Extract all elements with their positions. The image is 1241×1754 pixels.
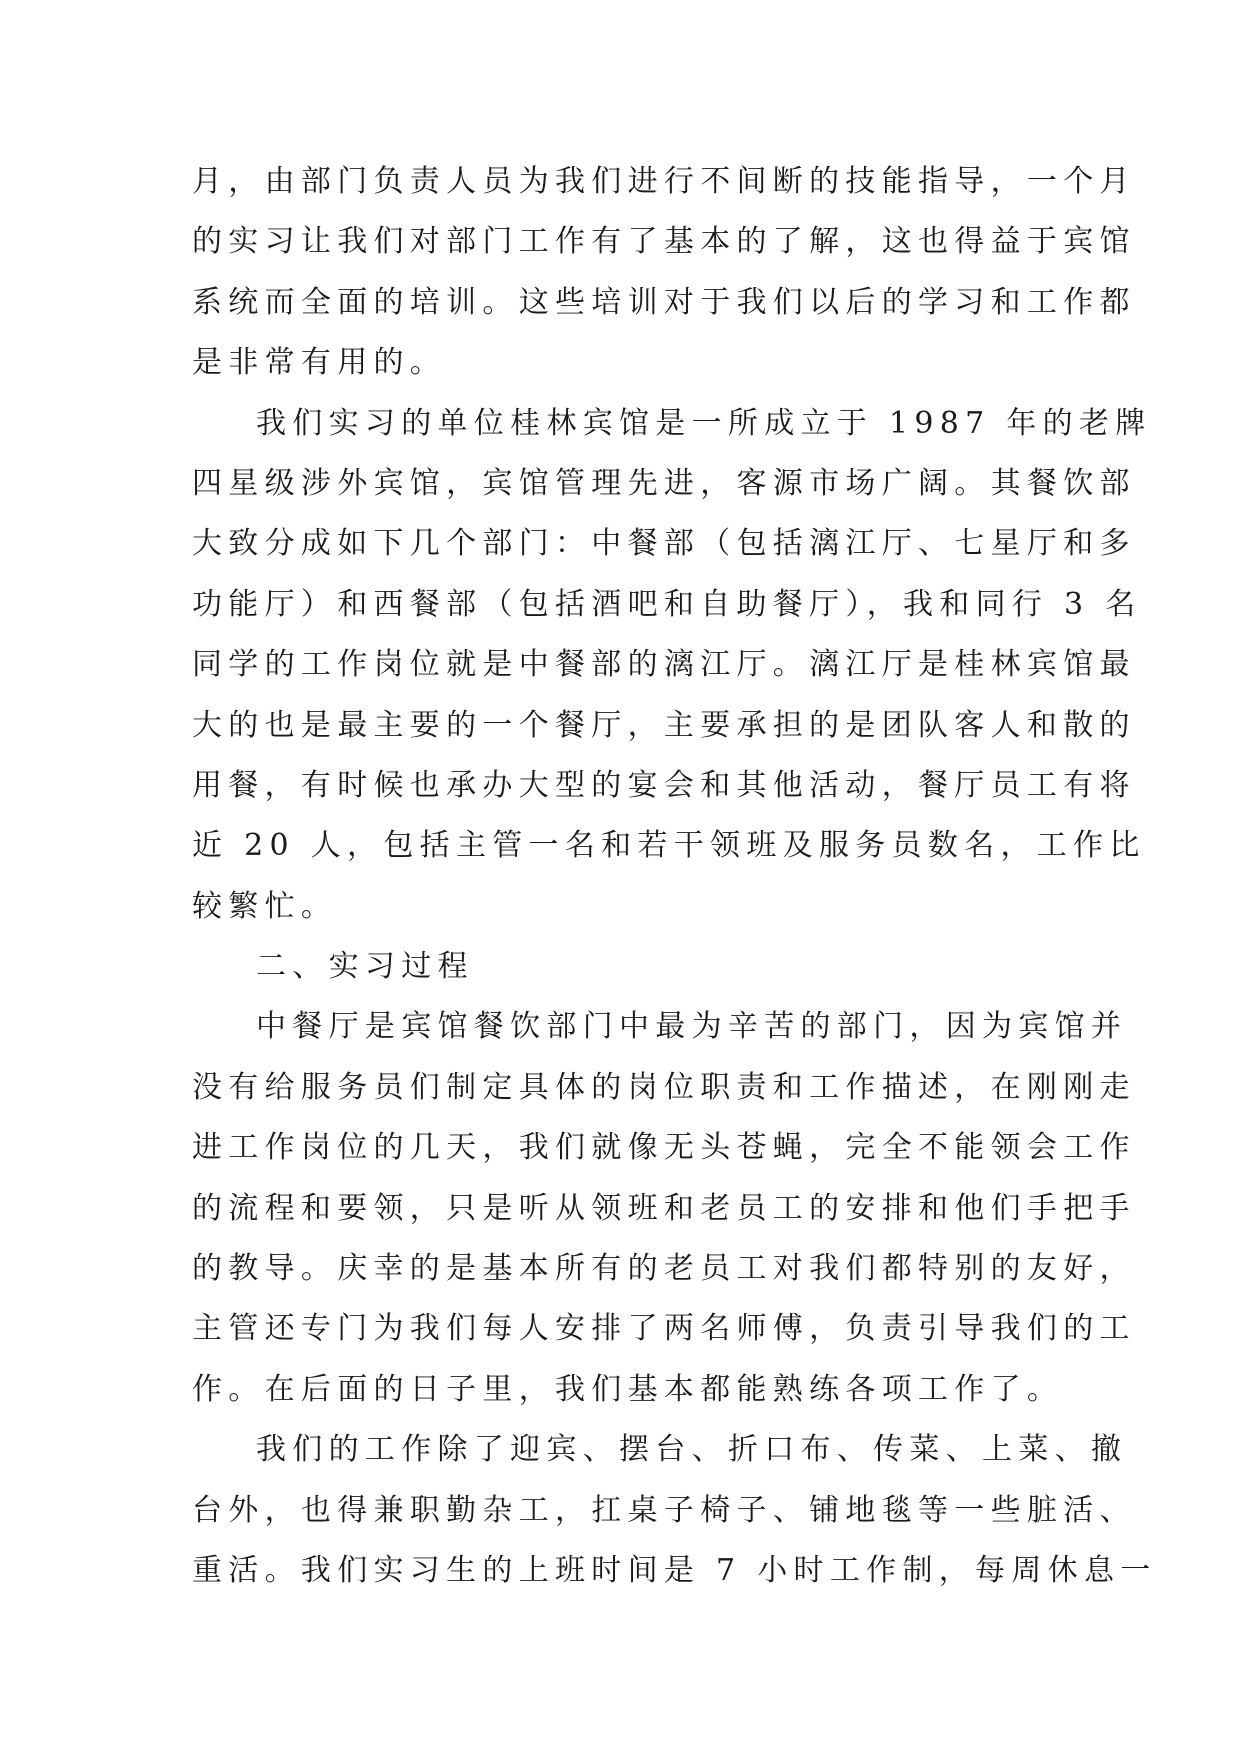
- text-line: 是非常有用的。: [192, 345, 447, 381]
- text-line: 用餐，有时候也承办大型的宴会和其他活动，餐厅员工有将: [192, 767, 1136, 803]
- text-line: 大致分成如下几个部门：中餐部（包括漓江厅、七星厅和多: [192, 526, 1136, 562]
- text-line: 的流程和要领，只是听从领班和老员工的安排和他们手把手: [192, 1190, 1136, 1226]
- text-line: 的教导。庆幸的是基本所有的老员工对我们都特别的友好，: [192, 1251, 1136, 1287]
- text-line: 系统而全面的培训。这些培训对于我们以后的学习和工作都: [192, 284, 1136, 320]
- text-line: 大的也是最主要的一个餐厅，主要承担的是团队客人和散的: [192, 707, 1136, 743]
- text-line: 同学的工作岗位就是中餐部的漓江厅。漓江厅是桂林宾馆最: [192, 647, 1136, 683]
- paragraph-start-line: 我们实习的单位桂林宾馆是一所成立于 1987 年的老牌: [256, 405, 1152, 441]
- text-line: 没有给服务员们制定具体的岗位职责和工作描述，在刚刚走: [192, 1069, 1136, 1105]
- text-line: 月，由部门负责人员为我们进行不间断的技能指导，一个月: [192, 164, 1136, 199]
- text-line: 较繁忙。: [192, 888, 338, 924]
- text-line: 主管还专门为我们每人安排了两名师傅，负责引导我们的工: [192, 1311, 1136, 1347]
- paragraph-start-line: 中餐厅是宾馆餐饮部门中最为辛苦的部门，因为宾馆并: [256, 1009, 1128, 1045]
- text-line: 作。在后面的日子里，我们基本都能熟练各项工作了。: [192, 1371, 1064, 1407]
- text-line: 近 20 人，包括主管一名和若干领班及服务员数名，工作比: [192, 828, 1146, 864]
- body-text: [192, 152, 1157, 1601]
- text-line: 进工作岗位的几天，我们就像无头苍蝇，完全不能领会工作: [192, 1130, 1136, 1166]
- paragraph-start-line: 我们的工作除了迎宾、摆台、折口布、传菜、上菜、撤: [256, 1432, 1128, 1468]
- section-heading: 二、实习过程: [256, 949, 474, 985]
- text-line: 重活。我们实习生的上班时间是 7 小时工作制，每周休息一: [192, 1552, 1157, 1588]
- text-line: 的实习让我们对部门工作有了基本的了解，这也得益于宾馆: [192, 224, 1136, 260]
- text-line: 四星级涉外宾馆，宾馆管理先进，客源市场广阔。其餐饮部: [192, 465, 1136, 501]
- text-line: 功能厅）和西餐部（包括酒吧和自助餐厅），我和同行 3 名: [192, 586, 1142, 622]
- text-line: 台外，也得兼职勤杂工，扛桌子椅子、铺地毯等一些脏活、: [192, 1492, 1136, 1528]
